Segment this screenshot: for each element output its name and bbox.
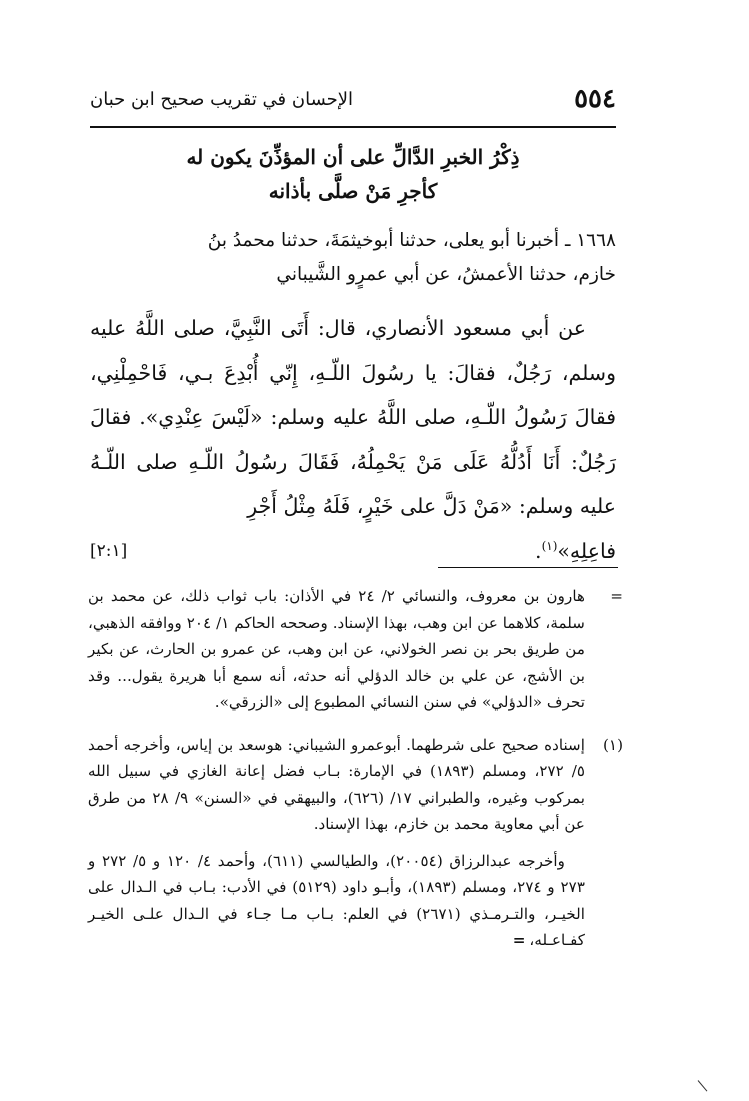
isnad-text-1: أخبرنا أبو يعلى، حدثنا أبوخيثمَةَ، حدثنا محمدُ بنُ	[207, 230, 560, 251]
isnad-line-1	[90, 224, 616, 258]
page-number: ٥٥٤	[574, 84, 616, 114]
hadith-dash: ـ	[564, 230, 571, 251]
header-rule	[90, 126, 616, 128]
chapter-heading-line-1: ذِكْرُ الخبرِ الدَّالِّ على أن المؤذِّنَ يكون له	[186, 145, 520, 169]
hadith-number: ١٦٦٨	[576, 230, 616, 251]
footnotes	[88, 583, 623, 954]
continuation-marker: =	[610, 587, 623, 605]
footnote-1	[88, 732, 623, 838]
footnote-reference[interactable]: (١)	[541, 538, 558, 553]
scan-mark	[698, 1080, 708, 1091]
hadith-matn	[90, 306, 616, 573]
continuation-text: هارون بن معروف، والنسائي ٢/ ٢٤ في الأذان: باب ثواب ذلك، عن محمد بن سلمة، كلاهما عن ابن وهب، بهذا الإسناد. وصححه الحاكم ١/ ٢٠٤ ووافقه الذهبي، من طريق بحر بن نصر الخولاني، عن ابن وهب، عن عمرو بن الحارث، عن بكير بن الأشج، عن علي بن خالد الدؤلي أنه حدثه، أنه سمع أبا هريرة يقول... وقد تحرف «الدؤلي» في سنن النسائي المطبوع إلى «الزرقي».	[88, 587, 585, 711]
footnote-1-text: إسناده صحيح على شرطهما. أبوعمرو الشيباني: هوسعد بن إياس، وأخرجه أحمد ٥/ ٢٧٢، ومسلم (١٨٩٣) في الإمارة: بـاب فضل إعانة الغازي في سبيل الله بمركوب وغيره، والطبراني ١٧/ (٦٢٦)، والبيهقي في «السنن» ٩/ ٢٨ من طرق عن أبي معاوية محمد بن خازم، بهذا الإسناد.	[88, 735, 586, 833]
footnote-continuation	[88, 583, 623, 716]
matn-end-period: .	[535, 538, 542, 563]
running-header	[90, 84, 616, 118]
continues-marker: =	[512, 931, 526, 949]
matn-last-word: فاعِلِهِ»	[557, 538, 616, 563]
hadith-isnad	[90, 224, 616, 292]
hadith-grading: [٢:١]	[90, 540, 128, 561]
footnote-1-extra	[88, 848, 623, 954]
book-title: الإحسان في تقريب صحيح ابن حبان	[90, 89, 354, 110]
chapter-heading	[90, 140, 616, 208]
footnote-rule	[438, 567, 618, 568]
footnote-1-marker: (١)	[602, 735, 623, 754]
chapter-heading-line-2: كأجرِ مَنْ صلَّى بأذانه	[268, 179, 438, 203]
footnote-1-extra-text: وأخرجه عبدالرزاق (٢٠٠٥٤)، والطيالسي (٦١١)، وأحمد ٤/ ١٢٠ و ٥/ ٢٧٢ و ٢٧٣ و ٢٧٤، ومسلم (١٨٩٣)، وأبـو داود (٥١٢٩) في الأدب: بـاب في الـدال على الخيـر، والتـرمـذي (٢٦٧١) في العلم: بـاب مـا جـاء في الـدال علـى الخيـر كفـاعـله،	[88, 851, 586, 949]
matn-text: عن أبي مسعود الأنصاري، قال: أَتَى النَّبِيَّ، صلى اللَّهُ عليه وسلم، رَجُلٌ، فقالَ: يا رسُولَ اللّـهِ، إِنّي أُبْدِعَ بـي، فَاحْمِلْنِي، فقالَ رَسُولُ اللّـهِ، صلى اللَّهُ عليه وسلم: «لَيْسَ عِنْدِي». فقالَ رَجُلٌ: أَنَا أَدُلُّهُ عَلَى مَنْ يَحْمِلُهُ، فَقَالَ رسُولُ اللّـهِ صلى اللّـهُ عليه وسلم: «مَنْ دَلَّ على خَيْرٍ، فَلَهُ مِثْلُ أَجْرِ	[90, 316, 616, 518]
isnad-line-2: خازم، حدثنا الأعمشُ، عن أبي عمرٍو الشَّيباني	[276, 264, 616, 285]
